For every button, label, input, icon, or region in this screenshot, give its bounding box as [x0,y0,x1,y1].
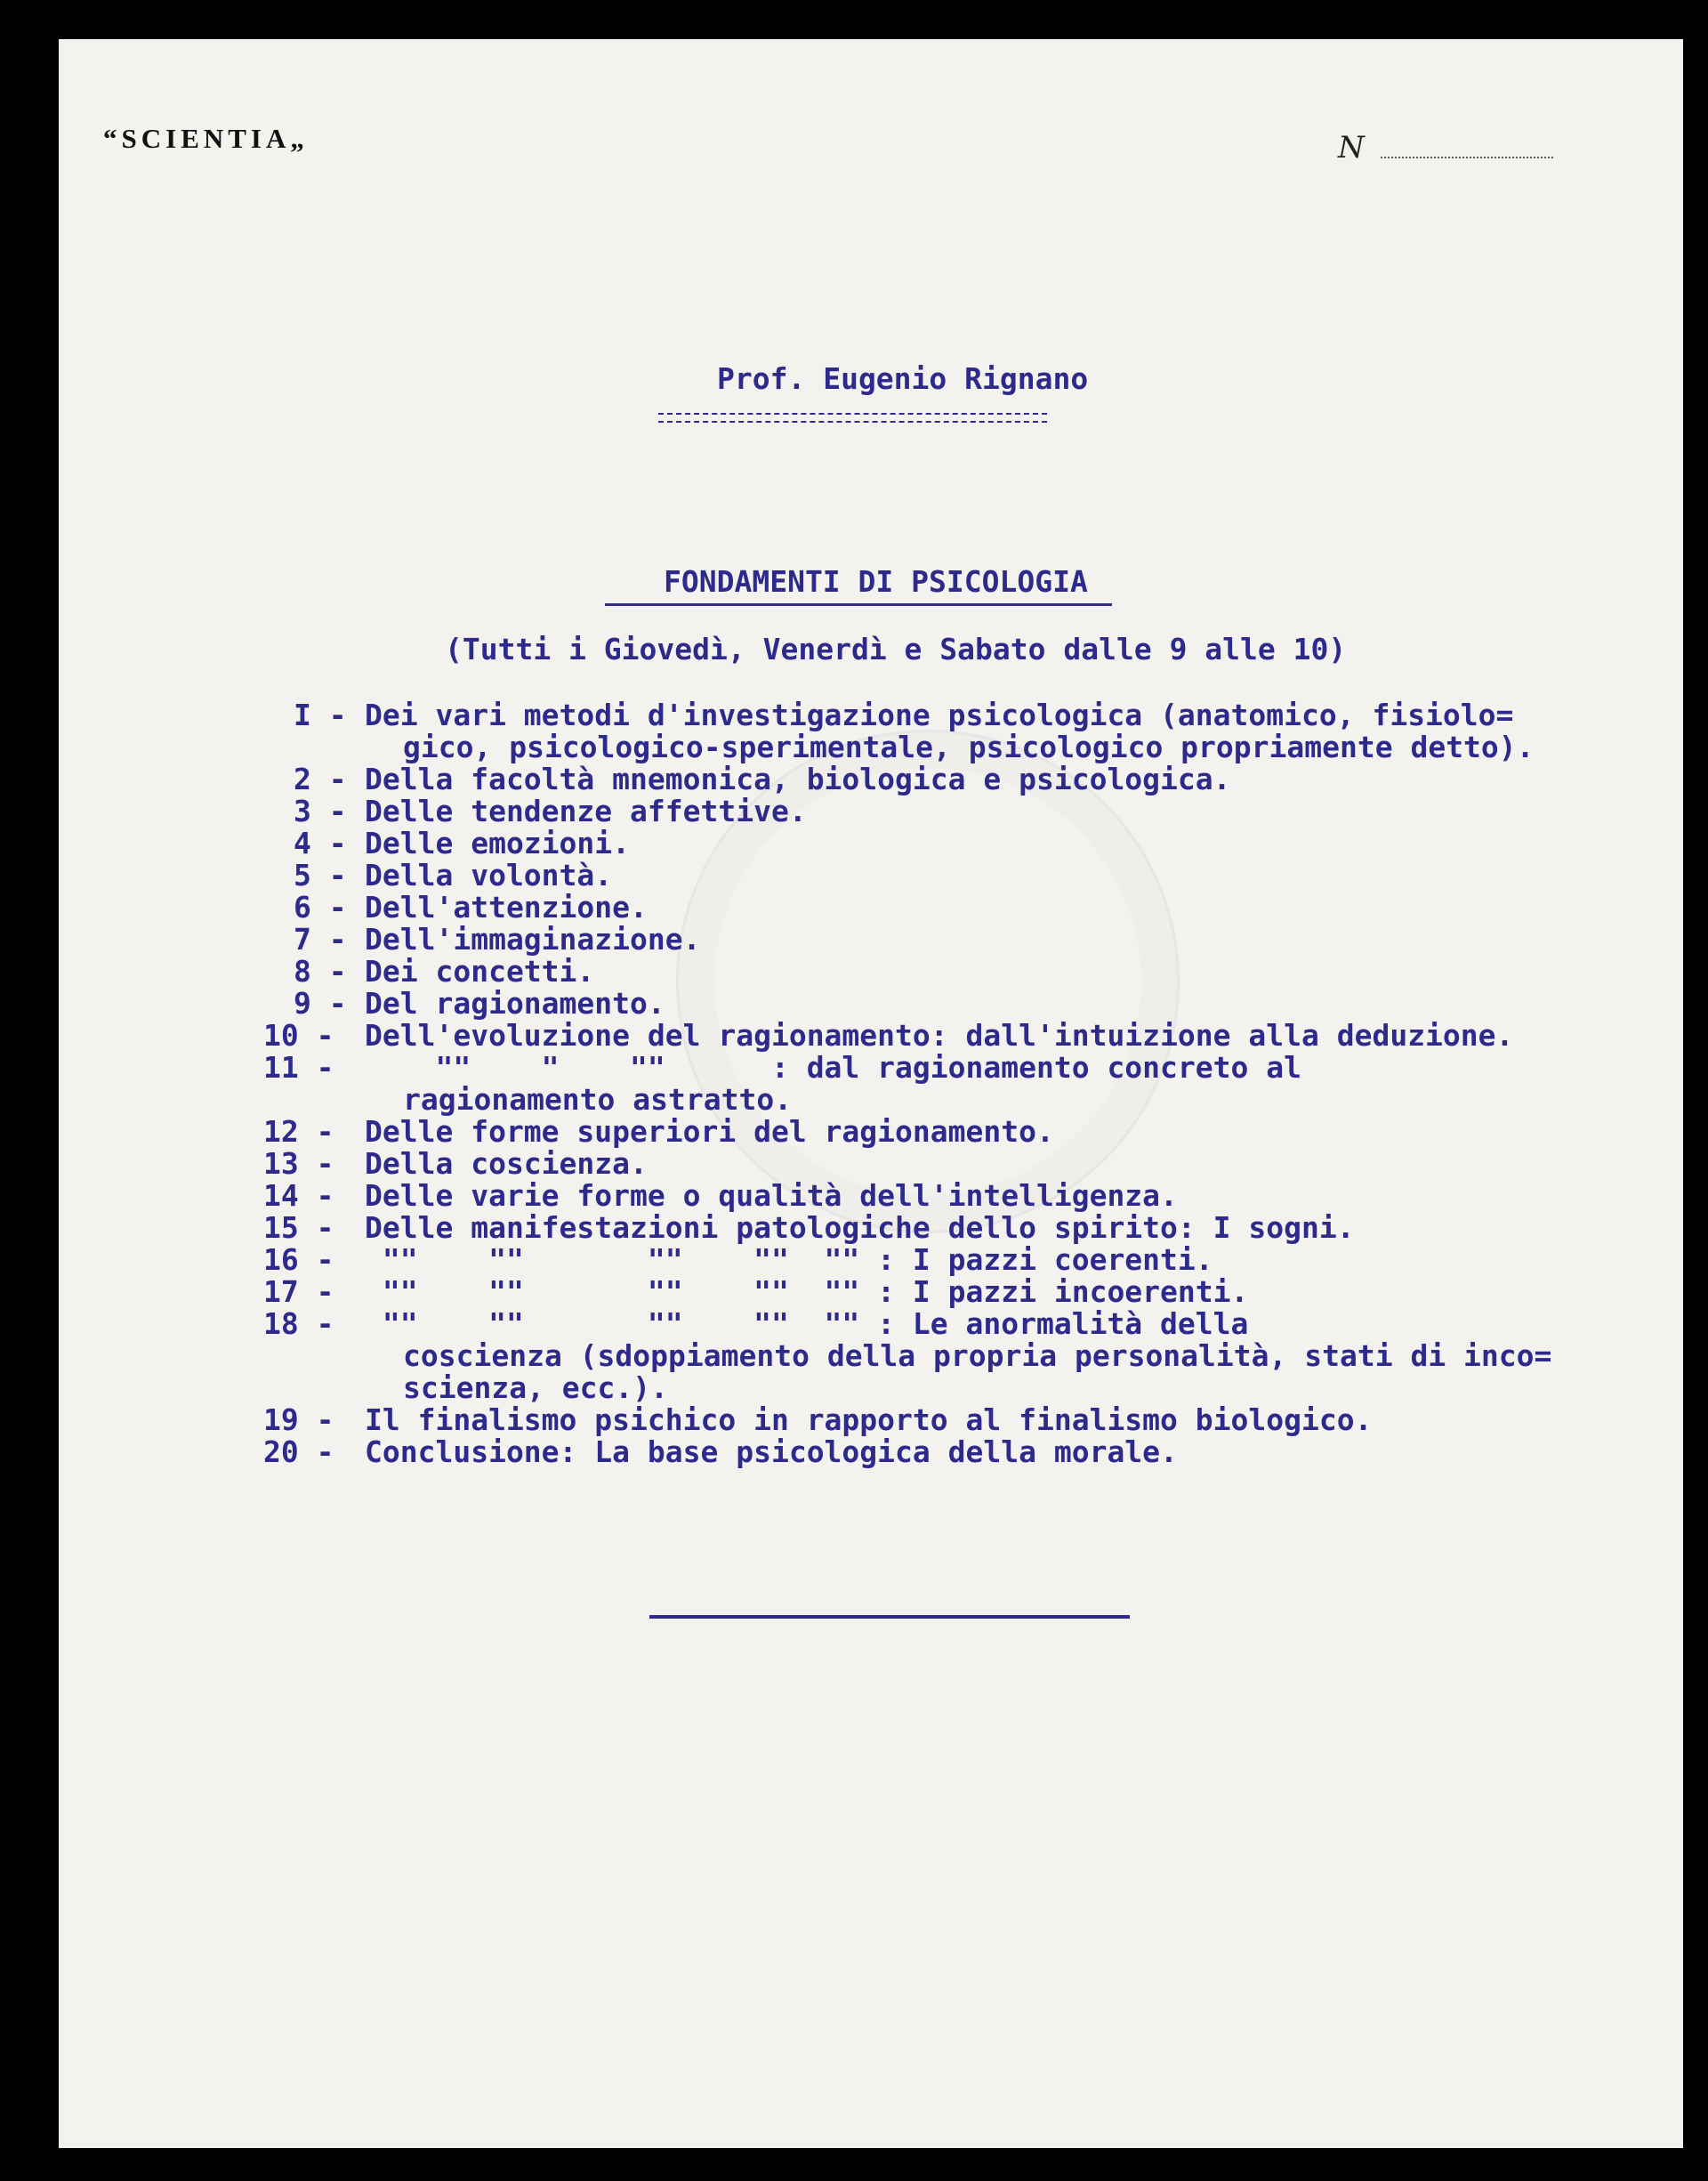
lecture-text: Dell'attenzione. [365,890,648,925]
author-double-underline [658,413,1047,423]
lecture-text-continuation: coscienza (sdoppiamento della propria personalità, stati di inco= [403,1338,1552,1373]
lecture-text: Delle varie forme o qualità dell'intelligenza. [365,1178,1178,1213]
lecture-text: Dei concetti. [365,954,595,989]
lecture-text: "" "" "" "" "" : I pazzi incoerenti. [365,1274,1249,1309]
lecture-number: 12 - [263,1114,334,1149]
lecture-number: 2 - [294,762,347,796]
lecture-number: 15 - [263,1210,334,1245]
lecture-number: 11 - [263,1050,334,1085]
lecture-text: "" " "" : dal ragionamento concreto al [365,1050,1301,1085]
lecture-text: Del ragionamento. [365,986,665,1021]
schedule-line: (Tutti i Giovedì, Venerdì e Sabato dalle 9 alle 10) [445,632,1347,666]
lecture-text: Dell'evoluzione del ragionamento: dall'intuizione alla deduzione. [365,1018,1514,1053]
lecture-text: Delle forme superiori del ragionamento. [365,1114,1054,1149]
lecture-text-continuation: gico, psicologico-sperimentale, psicologico propriamente detto). [403,730,1535,764]
lecture-text: Dell'immaginazione. [365,922,701,957]
author-name: Prof. Eugenio Rignano [717,361,1089,396]
lecture-number: 3 - [294,794,347,828]
lecture-text: Delle emozioni. [365,826,631,860]
lecture-text: Della volontà. [365,858,613,893]
lecture-text-continuation: ragionamento astratto. [403,1082,793,1117]
lecture-number: 19 - [263,1402,334,1437]
lecture-text: Della coscienza. [365,1146,648,1181]
lecture-number: 5 - [294,858,347,893]
lecture-number: 16 - [263,1242,334,1277]
lecture-number: 17 - [263,1274,334,1309]
course-title: FONDAMENTI DI PSICOLOGIA [664,564,1088,599]
closing-rule [649,1615,1130,1619]
lecture-text: Dei vari metodi d'investigazione psicologica (anatomico, fisiolo= [365,698,1514,732]
lecture-number: 18 - [263,1306,334,1341]
lecture-number: 4 - [294,826,347,860]
lecture-number: 10 - [263,1018,334,1053]
lecture-text: Della facoltà mnemonica, biologica e psicologica. [365,762,1231,796]
lecture-number: 7 - [294,922,347,957]
lecture-number: 13 - [263,1146,334,1181]
lecture-text: "" "" "" "" "" : I pazzi coerenti. [365,1242,1213,1277]
lecture-text-continuation: scienza, ecc.). [403,1370,669,1405]
lecture-text: Delle manifestazioni patologiche dello spirito: I sogni. [365,1210,1355,1245]
lecture-number: 14 - [263,1178,334,1213]
letterhead: “SCIENTIA„ [103,123,309,154]
lecture-number: 8 - [294,954,347,989]
lecture-number: 6 - [294,890,347,925]
lecture-number: 9 - [294,986,347,1021]
title-underline [605,603,1112,606]
lecture-number: 20 - [263,1434,334,1469]
lecture-number: I - [294,698,347,732]
lecture-text: Conclusione: La base psicologica della morale. [365,1434,1178,1469]
lecture-text: Delle tendenze affettive. [365,794,807,828]
numero-mark: N [1338,130,1365,166]
number-field [1338,130,1605,166]
number-dotted-line [1381,157,1553,158]
lecture-text: Il finalismo psichico in rapporto al finalismo biologico. [365,1402,1373,1437]
lecture-text: "" "" "" "" "" : Le anormalità della [365,1306,1249,1341]
